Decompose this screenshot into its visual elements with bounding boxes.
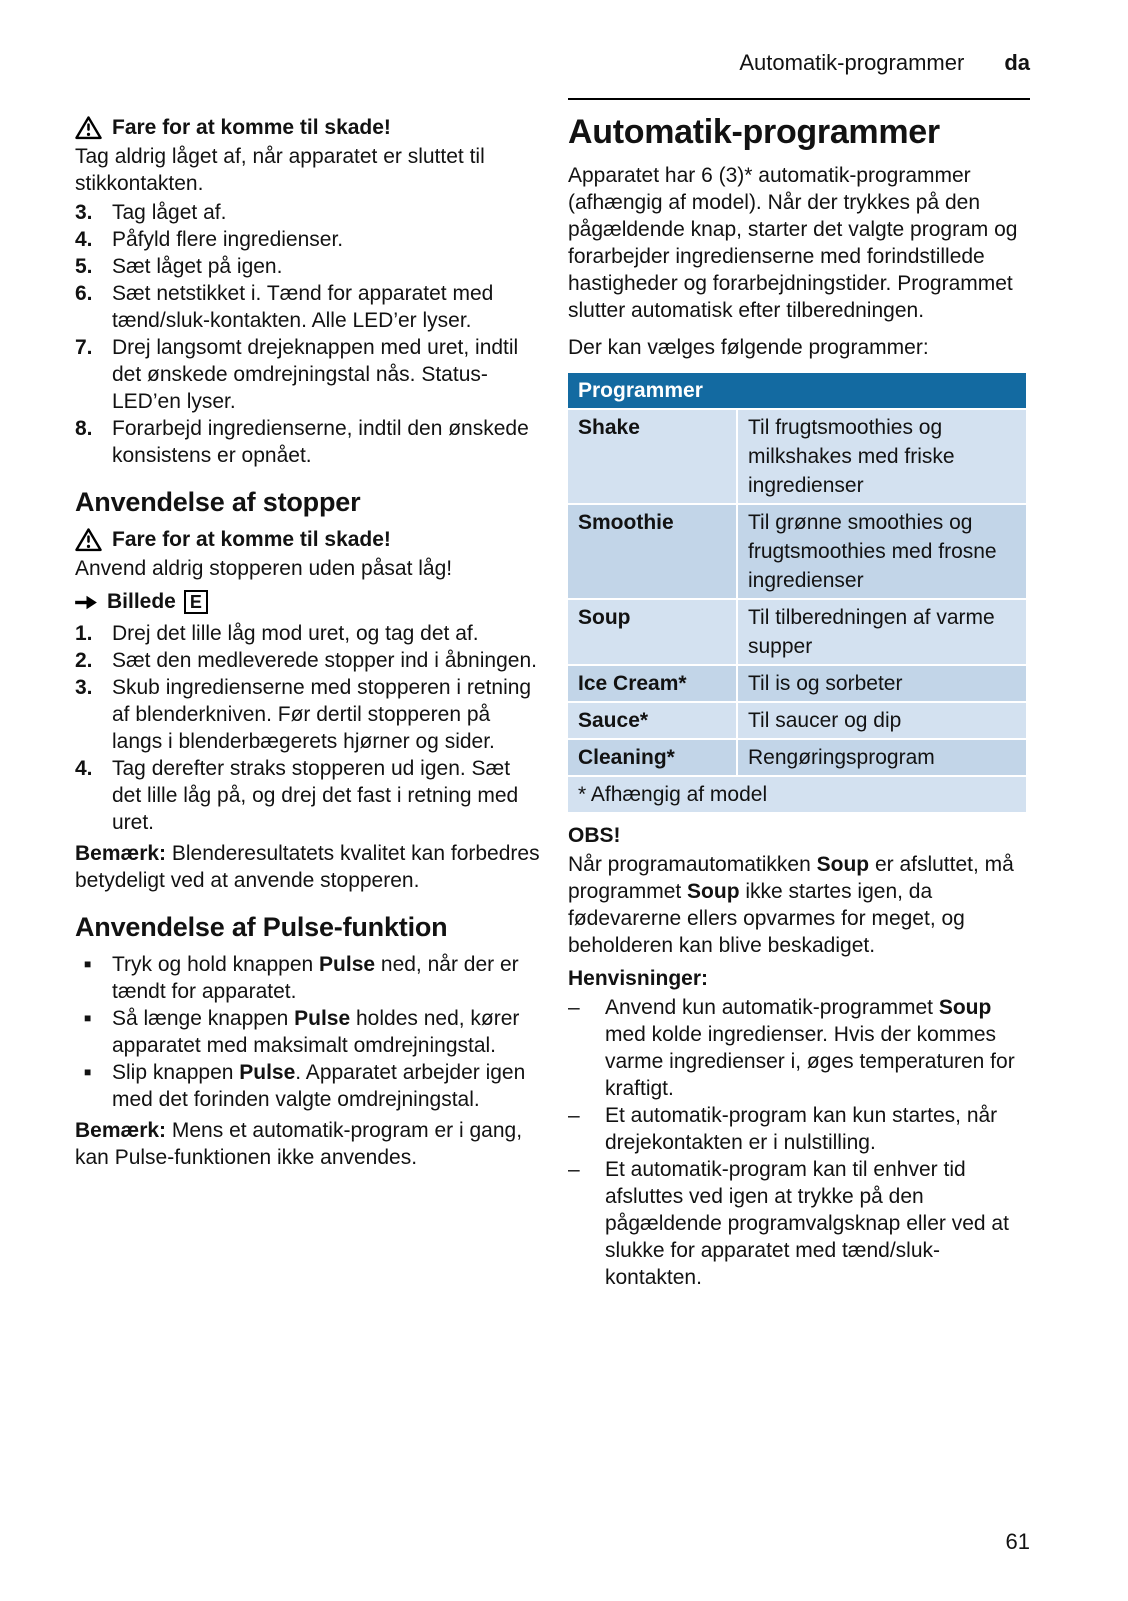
text-segment: er afsluttet, må programmet (568, 853, 1014, 903)
list-text: Drej langsomt drejeknappen med uret, indtil det ønskede omdrejningstal nås. Status-LED’en lyser. (112, 336, 519, 413)
list-item (568, 1102, 1030, 1156)
text-segment: Tryk og hold knappen (112, 953, 320, 976)
list-item (75, 951, 540, 1005)
text-segment: Anvend kun automatik-programmet (605, 996, 939, 1019)
table-row-soup (568, 600, 1026, 664)
bullet-list (75, 951, 540, 1113)
list-text: Påfyld flere ingredienser. (112, 228, 344, 251)
square-bullet-icon: ■ (84, 1065, 92, 1079)
dash-list (568, 994, 1030, 1291)
running-header-title: Automatik-programmer (739, 50, 965, 75)
list-item (75, 620, 540, 647)
program-description: Til is og sorbeter (738, 666, 1026, 701)
list-number: 7. (75, 336, 93, 359)
table-footnote: * Afhængig af model (568, 777, 1026, 812)
section-title-pulse: Anvendelse af Pulse-funktion (75, 912, 448, 942)
list-text (605, 994, 1030, 1102)
list-number: 3. (75, 201, 93, 224)
list-number: 4. (75, 228, 93, 251)
program-description: Rengøringsprogram (738, 740, 1026, 775)
list-text: Sæt netstikket i. Tænd for apparatet med tænd/sluk-kontakten. Alle LED’er lyser. (112, 282, 494, 332)
list-number: 1. (75, 622, 93, 645)
dash-bullet: – (568, 1104, 580, 1127)
list-item (75, 755, 540, 836)
list-number: 5. (75, 255, 93, 278)
warning-title: Fare for at komme til skade! (112, 116, 391, 139)
text-segment: . Apparatet arbejder igen med det forinden valgte omdrejningstal. (112, 1061, 526, 1111)
page-title: Automatik-programmer (568, 113, 940, 151)
program-name: Cleaning* (568, 740, 736, 775)
bold-segment: Pulse (239, 1061, 296, 1084)
section-title-stopper: Anvendelse af stopper (75, 487, 361, 517)
bold-segment: Pulse (319, 953, 376, 976)
list-item (75, 253, 540, 280)
list-number: 4. (75, 757, 93, 780)
list-text: Tag låget af. (112, 201, 227, 224)
list-text: Sæt den medleverede stopper ind i åbningen. (112, 649, 537, 672)
warning-title: Fare for at komme til skade! (112, 528, 391, 551)
obs-paragraph (568, 851, 1030, 959)
bold-segment: Soup (687, 880, 740, 903)
running-header-language: da (1004, 50, 1030, 75)
intro-paragraph: Apparatet har 6 (3)* automatik-programmer (afhængig af model). Når der trykkes på den pågældende knap, starter det valgte program og forarbejder ingredienserne med forindstillede hastigheder og forarbejdningstider. Programmet slutter automatisk efter tilberedningen. (568, 164, 1018, 322)
program-description: Til tilberedningen af varme supper (738, 600, 1026, 664)
left-column (75, 112, 540, 1173)
list-text: Forarbejd ingredienserne, indtil den ønskede konsistens er opnået. (112, 417, 529, 467)
list-item (75, 1005, 540, 1059)
list-item (75, 415, 540, 469)
list-item (75, 647, 540, 674)
table-footnote-row (568, 777, 1026, 812)
page-number: 61 (1005, 1529, 1030, 1554)
numbered-steps-1 (75, 199, 540, 469)
figure-label: Billede (107, 590, 176, 613)
text-segment: Et automatik-program kan kun startes, når drejekontakten er i nulstilling. (605, 1104, 998, 1154)
bold-segment: Pulse (294, 1007, 351, 1030)
program-name: Soup (568, 600, 736, 664)
list-text (605, 1156, 1030, 1291)
arrow-right-icon (75, 594, 98, 611)
warning-block-1 (75, 114, 540, 141)
text-segment: ikke startes igen, da fødevarerne ellers opvarmes for meget, og beholderen kan blive beskadiget. (568, 880, 965, 957)
list-item (75, 334, 540, 415)
bold-segment: Soup (816, 853, 870, 876)
program-name: Smoothie (568, 505, 736, 598)
programs-table (566, 371, 1028, 814)
note-text: Blenderesultatets kvalitet kan forbedres betydeligt ved at anvende stopperen. (75, 842, 540, 892)
table-header-row (568, 373, 1026, 408)
lead-paragraph: Der kan vælges følgende programmer: (568, 336, 929, 359)
note-label: Bemærk: (75, 1119, 167, 1142)
warning-triangle-icon (75, 527, 102, 552)
list-item (75, 199, 540, 226)
table-row-smoothie (568, 505, 1026, 598)
list-text (112, 1059, 540, 1113)
warning-body: Tag aldrig låget af, når apparatet er sluttet til stikkontakten. (75, 145, 485, 195)
obs-title: OBS! (568, 824, 621, 847)
list-item (568, 994, 1030, 1102)
numbered-steps-2 (75, 620, 540, 836)
running-header (739, 50, 1030, 76)
program-name: Sauce* (568, 703, 736, 738)
text-segment: med kolde ingredienser. Hvis der kommes varme ingredienser i, øges temperaturen for kraftigt. (605, 1023, 1015, 1100)
list-item (75, 1059, 540, 1113)
list-text (112, 951, 540, 1005)
content-columns (75, 112, 1030, 1291)
warning-triangle-icon (75, 115, 102, 140)
list-item (75, 674, 540, 755)
warning-body: Anvend aldrig stopperen uden påsat låg! (75, 557, 453, 580)
dash-bullet: – (568, 996, 580, 1019)
text-segment: Slip knappen (112, 1061, 240, 1084)
list-text (605, 1102, 1030, 1156)
text-segment: Så længe knappen (112, 1007, 295, 1030)
list-number: 2. (75, 649, 93, 672)
program-name: Shake (568, 410, 736, 503)
text-segment: holdes ned, kører apparatet med maksimalt omdrejningstal. (112, 1007, 520, 1057)
dash-bullet: – (568, 1158, 580, 1181)
figure-letter-box: E (184, 590, 208, 614)
bold-segment: Soup (938, 996, 992, 1019)
text-segment: Når programautomatikken (568, 853, 817, 876)
note-label: Bemærk: (75, 842, 167, 865)
notes-title: Henvisninger: (568, 967, 709, 990)
list-number: 3. (75, 676, 93, 699)
warning-block-2 (75, 526, 540, 553)
right-column (568, 112, 1030, 1291)
list-item (568, 1156, 1030, 1291)
list-text: Tag derefter straks stopperen ud igen. Sæt det lille låg på, og drej det fast i retning med uret. (112, 757, 519, 834)
text-segment: ned, når der er tændt for apparatet. (112, 953, 519, 1003)
list-number: 8. (75, 417, 93, 440)
table-row-sauce (568, 703, 1026, 738)
table-row-ice-cream (568, 666, 1026, 701)
square-bullet-icon: ■ (84, 1011, 92, 1025)
square-bullet-icon: ■ (84, 957, 92, 971)
table-row-shake (568, 410, 1026, 503)
program-description: Til grønne smoothies og frugtsmoothies med frosne ingredienser (738, 505, 1026, 598)
table-header-cell: Programmer (568, 373, 1026, 408)
table-row-cleaning (568, 740, 1026, 775)
list-text: Skub ingredienserne med stopperen i retning af blenderkniven. Før dertil stopperen på langs i blenderbægerets hjørner og sider. (112, 676, 532, 753)
text-segment: Et automatik-program kan til enhver tid afsluttes ved igen at trykke på den pågældende programvalgsknap eller ved at slukke for apparatet med tænd/sluk-kontakten. (605, 1158, 1009, 1289)
header-rule (568, 98, 1030, 100)
program-description: Til frugtsmoothies og milkshakes med friske ingredienser (738, 410, 1026, 503)
program-name: Ice Cream* (568, 666, 736, 701)
list-item (75, 226, 540, 253)
list-number: 6. (75, 282, 93, 305)
note-paragraph-2 (75, 1117, 540, 1171)
list-text: Drej det lille låg mod uret, og tag det af. (112, 622, 479, 645)
figure-reference (75, 590, 540, 614)
list-text (112, 1005, 540, 1059)
program-description: Til saucer og dip (738, 703, 1026, 738)
note-text: Mens et automatik-program er i gang, kan Pulse-funktionen ikke anvendes. (75, 1119, 523, 1169)
list-item (75, 280, 540, 334)
note-paragraph-1 (75, 840, 540, 894)
list-text: Sæt låget på igen. (112, 255, 283, 278)
